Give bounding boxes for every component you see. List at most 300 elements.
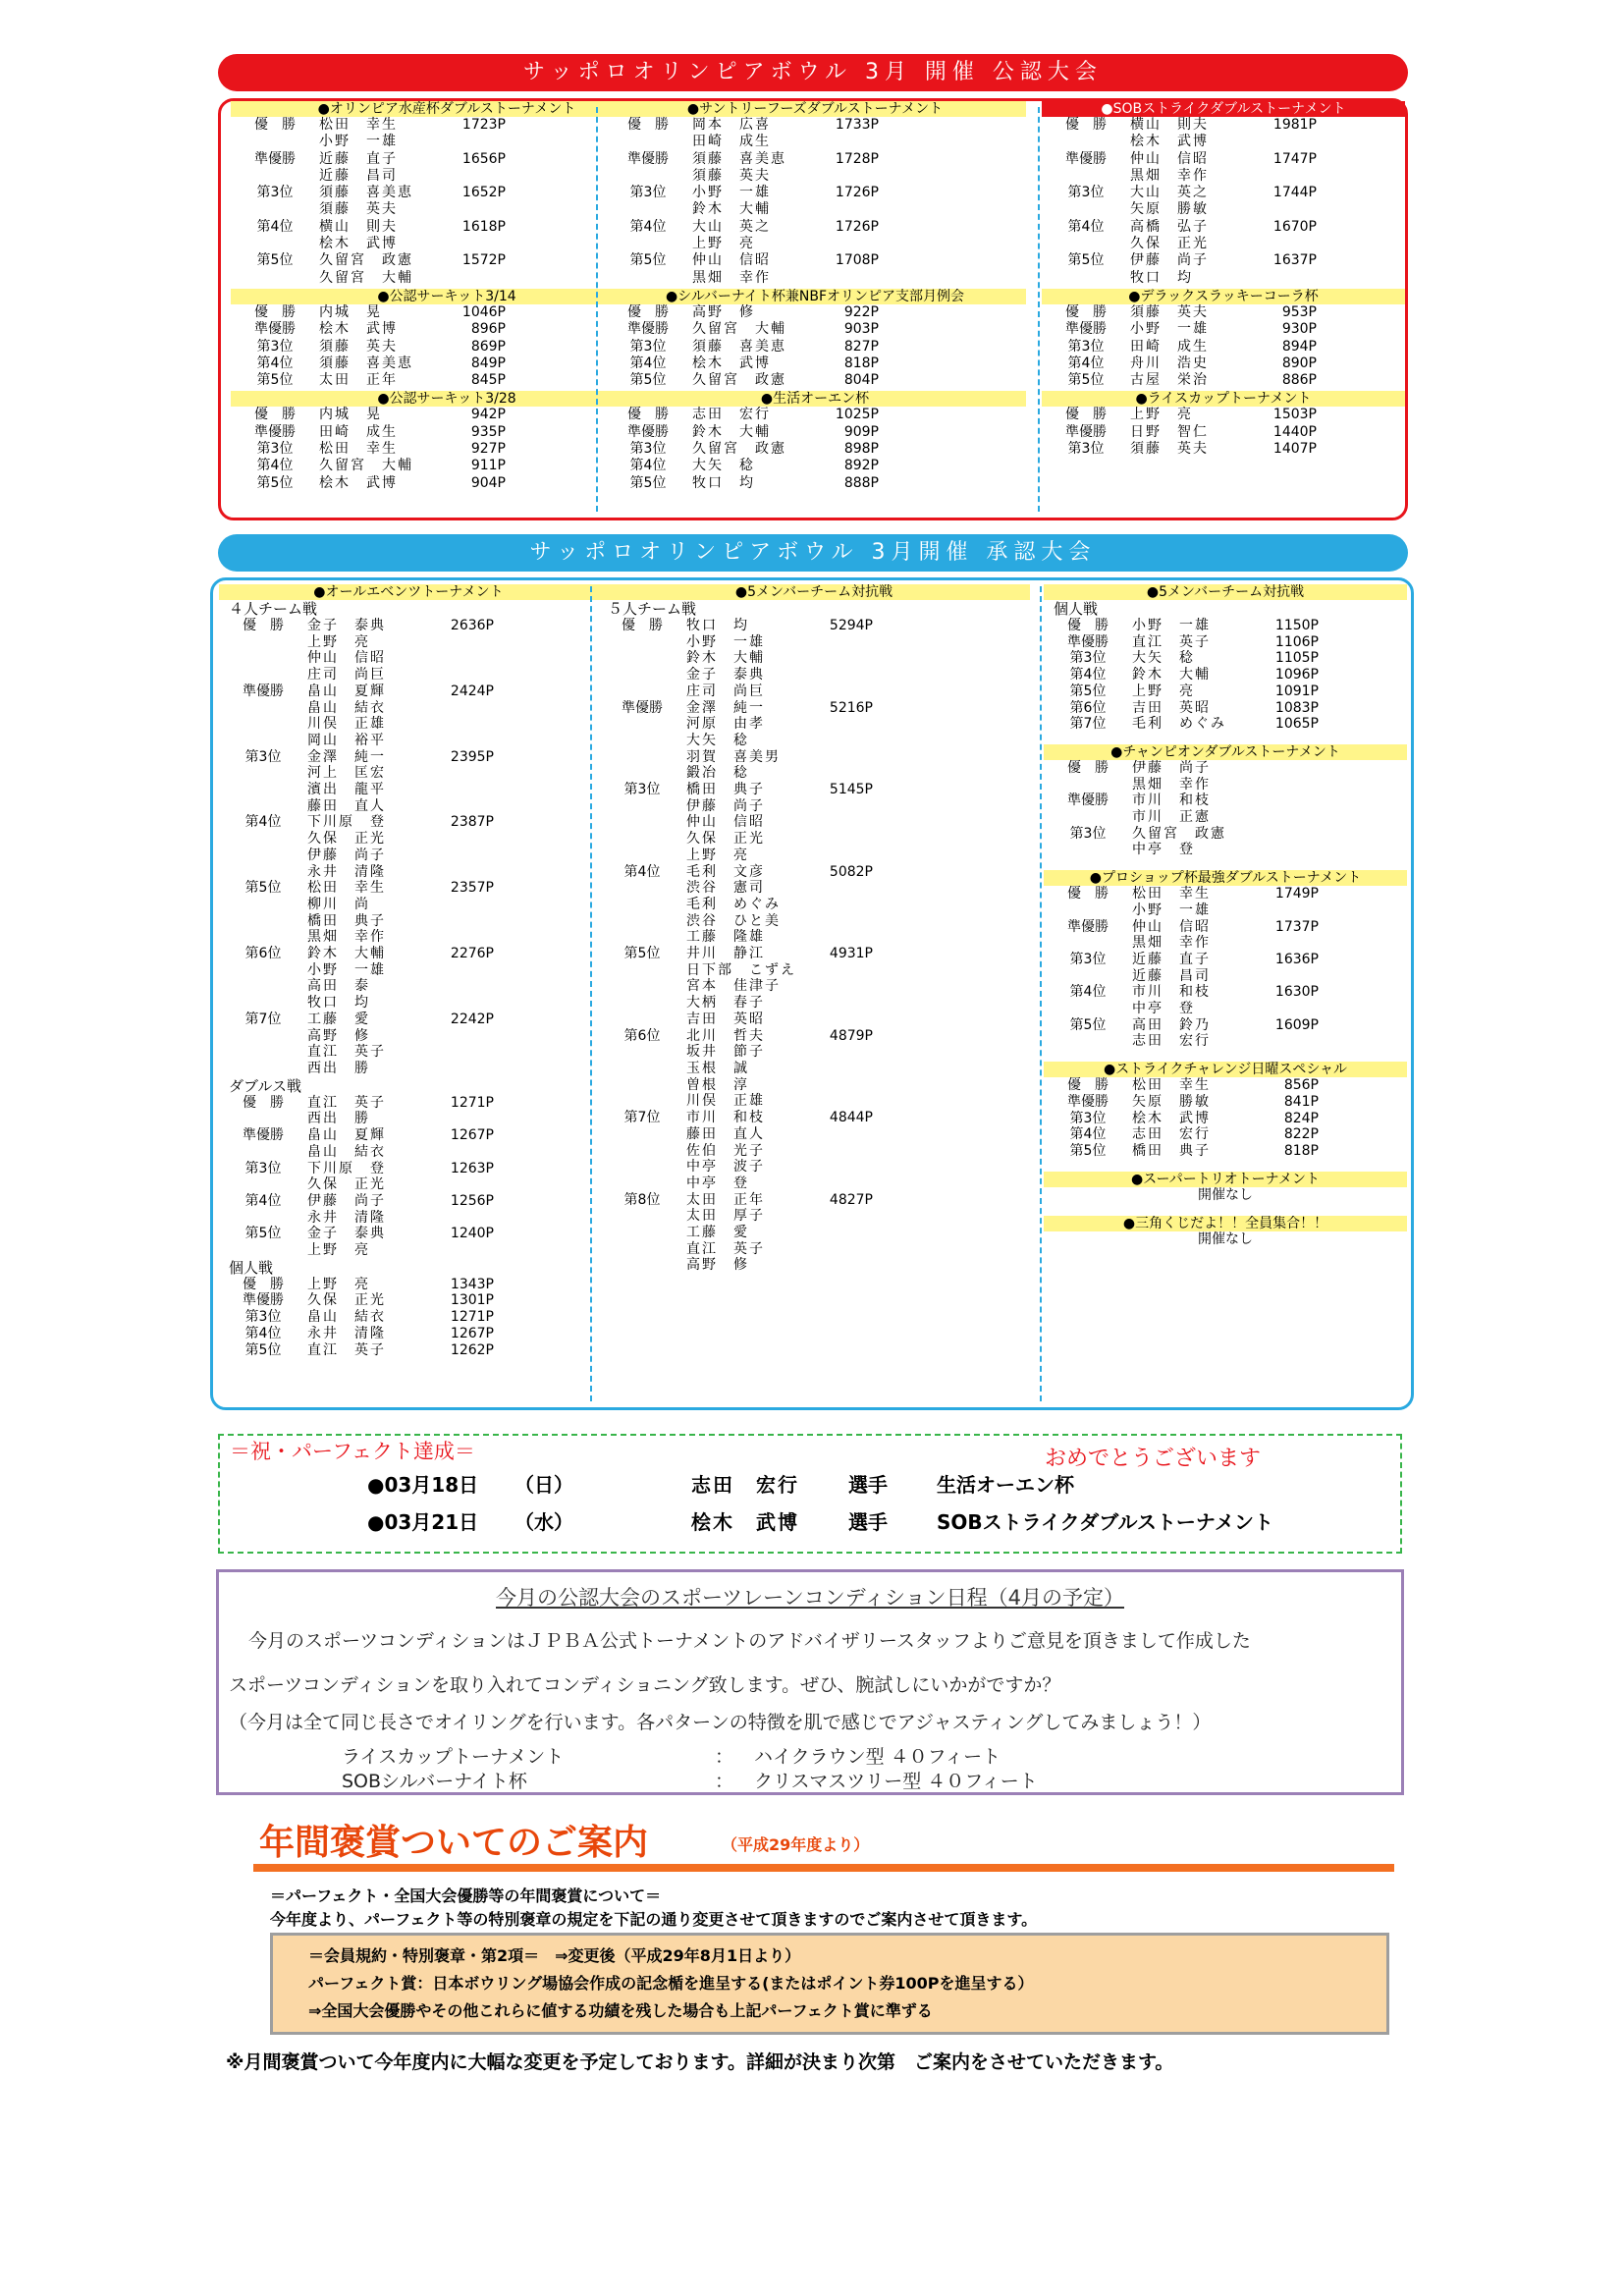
- rank-label: 第3位: [1069, 650, 1107, 667]
- score-value: 1096P: [1274, 667, 1319, 683]
- bowler-name: 庄司 尚巨: [686, 683, 765, 699]
- result-row: [1044, 919, 1407, 936]
- bowler-name: 久留宮 政憲: [1132, 825, 1226, 842]
- bowler-name: 黒畑 幸作: [307, 929, 386, 946]
- perfect-entry: [367, 1469, 1074, 1498]
- result-row: [1044, 1143, 1407, 1160]
- result-row: [1044, 1094, 1407, 1111]
- result-row: [219, 1111, 598, 1127]
- bowler-name: 濱出 龍平: [307, 782, 386, 798]
- result-row: [1042, 270, 1405, 287]
- bowler-name: 大山 英之: [692, 218, 771, 235]
- score-value: [794, 831, 873, 847]
- result-row: [231, 201, 663, 218]
- rank-label: 優 勝: [627, 117, 669, 133]
- bowler-name: 須藤 英夫: [319, 201, 398, 218]
- result-rows: [231, 407, 663, 491]
- bowler-name: 河原 由孝: [686, 716, 765, 733]
- result-row: [604, 252, 1026, 269]
- result-row: [604, 304, 1026, 321]
- rank-label: [598, 1093, 686, 1110]
- bowler-name: 日下部 こずえ: [686, 961, 796, 978]
- monthly-award-note: ※月間褒賞ついて今年度内に大幅な変更を予定しております。詳細が決まり次第 ご案内をさせていただきます。: [226, 2051, 1174, 2073]
- division-label: 個人戦: [229, 1258, 274, 1277]
- score-value: [415, 733, 494, 749]
- bowler-name: 毛利 めぐみ: [686, 896, 781, 912]
- result-row: [219, 1342, 598, 1359]
- result-row: [598, 1011, 1030, 1028]
- bowler-name: 玉根 誠: [686, 1060, 749, 1076]
- rank-label: 第4位: [629, 355, 667, 371]
- rank-label: 第4位: [1069, 667, 1107, 683]
- score-value: 1503P: [1272, 407, 1317, 423]
- result-row: [598, 946, 1030, 962]
- result-row: [1044, 968, 1407, 985]
- score-value: 1256P: [450, 1192, 494, 1209]
- result-row: [231, 168, 663, 185]
- bowler-name: 高田 泰: [307, 978, 370, 995]
- score-value: [800, 168, 879, 185]
- score-value: [800, 201, 879, 218]
- rank-label: 第5位: [256, 474, 294, 491]
- tournament-title: ●デラックスラッキーコーラ杯: [1042, 289, 1405, 304]
- score-value: [794, 798, 873, 815]
- bowler-name: 上野 亮: [307, 633, 370, 650]
- score-value: 1240P: [450, 1226, 494, 1242]
- result-row: [219, 814, 598, 831]
- result-rows: [1044, 760, 1407, 858]
- result-row: [231, 270, 663, 287]
- score-value: 1981P: [1272, 117, 1317, 133]
- result-row: [598, 1126, 1030, 1143]
- score-value: [427, 201, 506, 218]
- division-label: ５人チーム戦: [608, 600, 697, 618]
- rank-label: [231, 236, 319, 252]
- perfect-day: （日）: [514, 1473, 573, 1497]
- rank-label: 第3位: [244, 1160, 282, 1176]
- bowler-name: 畠山 結衣: [307, 1143, 386, 1160]
- bowler-name: 黒畑 幸作: [692, 269, 771, 286]
- rank-label: [598, 798, 686, 815]
- score-value: 1630P: [1274, 984, 1319, 1001]
- score-value: 1267P: [450, 1127, 494, 1144]
- result-row: [598, 798, 1030, 815]
- bowler-name: 畠山 夏輝: [307, 1127, 386, 1144]
- rank-label: [598, 1044, 686, 1061]
- score-value: [1240, 1033, 1319, 1050]
- result-row: [604, 441, 1026, 458]
- score-value: 1105P: [1274, 650, 1319, 667]
- result-row: [219, 929, 598, 946]
- result-row: [604, 168, 1026, 185]
- bowler-name: 大矢 稔: [692, 458, 755, 474]
- result-row: [219, 1061, 598, 1077]
- approved-column-3: [1044, 584, 1407, 1407]
- result-row: [231, 185, 663, 201]
- score-value: [1238, 134, 1317, 150]
- score-value: 894P: [1281, 338, 1317, 355]
- tournament-title: ●公認サーキット3/14: [231, 289, 663, 304]
- bowler-name: 永井 清隆: [307, 1209, 386, 1226]
- rank-label: 第4位: [1067, 218, 1105, 235]
- result-row: [219, 831, 598, 847]
- rank-label: 準優勝: [254, 150, 296, 167]
- result-row: [598, 765, 1030, 782]
- rank-label: 第6位: [623, 1027, 661, 1044]
- bowler-name: 高橋 弘子: [1130, 218, 1209, 235]
- rank-label: [231, 270, 319, 287]
- bowler-name: 牧口 均: [1130, 269, 1193, 286]
- result-row: [219, 946, 598, 962]
- score-value: 1083P: [1274, 699, 1319, 716]
- bowler-name: 渋谷 憲司: [686, 880, 765, 897]
- rank-label: 第5位: [244, 1226, 282, 1242]
- score-value: [794, 650, 873, 667]
- rank-label: 第3位: [256, 185, 294, 201]
- bowler-name: 黒畑 幸作: [1132, 935, 1211, 952]
- rank-label: [1042, 201, 1130, 218]
- tournament-section: [1042, 391, 1405, 458]
- rank-label: 準優勝: [627, 423, 669, 440]
- result-row: [598, 864, 1030, 881]
- score-value: 856P: [1283, 1077, 1319, 1094]
- bowler-name: 須藤 喜美恵: [692, 338, 786, 355]
- result-row: [231, 441, 663, 458]
- approved-results-box: [210, 577, 1414, 1410]
- result-rows: [231, 304, 663, 389]
- bowler-name: 太田 正年: [686, 1191, 765, 1208]
- result-row: [1042, 441, 1405, 458]
- condition-colon: ：: [715, 1771, 734, 1792]
- result-row: [604, 355, 1026, 372]
- rank-label: 第4位: [244, 814, 282, 831]
- result-row: [219, 1210, 598, 1227]
- rank-label: [598, 995, 686, 1011]
- bowler-name: 鍛冶 稔: [686, 765, 749, 782]
- result-row: [219, 1242, 598, 1259]
- result-row: [604, 151, 1026, 168]
- result-rows: [604, 407, 1026, 491]
- rank-label: [219, 1111, 307, 1127]
- result-row: [598, 1044, 1030, 1061]
- perfect-suffix: 選手: [848, 1473, 888, 1497]
- rank-label: [219, 1242, 307, 1259]
- rank-label: 第3位: [629, 338, 667, 355]
- rank-label: 準優勝: [627, 321, 669, 338]
- score-value: 2424P: [450, 683, 494, 699]
- bowler-name: 久保 正光: [1130, 236, 1209, 252]
- rank-label: 準優勝: [243, 1127, 284, 1144]
- result-row: [219, 880, 598, 897]
- score-value: 888P: [843, 474, 879, 491]
- score-value: 5216P: [829, 699, 873, 716]
- rank-label: [219, 700, 307, 717]
- bowler-name: 市川 和枝: [686, 1110, 765, 1126]
- score-value: [415, 1028, 494, 1045]
- bowler-name: 直江 英子: [307, 1341, 386, 1358]
- official-column-3: [1042, 101, 1405, 518]
- result-row: [598, 667, 1030, 683]
- score-value: 1065P: [1274, 716, 1319, 733]
- bowler-name: 直江 英子: [307, 1044, 386, 1061]
- rank-label: [219, 913, 307, 930]
- score-value: [794, 1257, 873, 1274]
- result-rows: [598, 618, 1030, 1274]
- score-value: [415, 700, 494, 717]
- result-row: [598, 1028, 1030, 1045]
- result-row: [604, 117, 1026, 134]
- tournament-title: ●生活オーエン杯: [604, 391, 1026, 407]
- bowler-name: 羽賀 喜美男: [686, 748, 781, 765]
- rank-label: [598, 1011, 686, 1028]
- rank-label: [219, 667, 307, 683]
- result-row: [219, 1161, 598, 1177]
- result-row: [598, 1143, 1030, 1160]
- bowler-name: 伊藤 尚子: [307, 1192, 386, 1209]
- score-value: 5294P: [829, 618, 873, 633]
- rank-label: [598, 749, 686, 766]
- tournament-section: [1044, 1062, 1407, 1160]
- rank-label: [219, 978, 307, 995]
- bowler-name: 牧口 均: [307, 995, 370, 1011]
- bowler-name: 小野 一雄: [319, 134, 398, 150]
- bowler-name: 金子 泰典: [307, 1226, 386, 1242]
- result-rows: [219, 1277, 598, 1359]
- rank-label: 優 勝: [622, 618, 663, 633]
- result-row: [1044, 700, 1407, 717]
- rank-label: 優 勝: [1065, 303, 1107, 320]
- perfect-date: ●03月18日: [367, 1473, 479, 1497]
- rank-label: [1042, 270, 1130, 287]
- result-row: [1042, 201, 1405, 218]
- bowler-name: 金子 泰典: [307, 618, 386, 633]
- tournament-title: ●シルバーナイト杯兼NBFオリンピア支部月例会: [604, 289, 1026, 304]
- bowler-name: 近藤 直子: [1132, 951, 1211, 967]
- condition-line: 今月のスポーツコンディションはＪＰＢＡ公式トーナメントのアドバイザリースタッフよりご意見を頂きまして作成した: [248, 1630, 1251, 1652]
- tournament-title: ●ライスカップトーナメント: [1042, 391, 1405, 407]
- bowler-name: 黒畑 幸作: [1132, 776, 1211, 793]
- result-row: [598, 1110, 1030, 1126]
- score-value: 911P: [470, 458, 506, 474]
- bowler-name: 畠山 結衣: [307, 699, 386, 716]
- score-value: [415, 1111, 494, 1127]
- score-value: [1240, 777, 1319, 793]
- tournament-title: ●オリンピア水産杯ダブルストーナメント: [231, 101, 663, 117]
- result-row: [598, 1159, 1030, 1175]
- result-row: [1042, 134, 1405, 150]
- result-row: [604, 372, 1026, 389]
- rank-label: 優 勝: [1065, 117, 1107, 133]
- rank-label: 準優勝: [254, 321, 296, 338]
- bowler-name: 仲山 信昭: [692, 252, 771, 269]
- result-row: [219, 765, 598, 782]
- bowler-name: 桧木 武博: [1132, 1110, 1211, 1126]
- rank-label: [598, 1143, 686, 1160]
- rank-label: [219, 1144, 307, 1161]
- result-row: [1044, 809, 1407, 826]
- score-value: [415, 1061, 494, 1077]
- score-value: [415, 897, 494, 913]
- result-row: [1044, 886, 1407, 902]
- rank-label: 第5位: [1067, 252, 1105, 269]
- score-value: [794, 749, 873, 766]
- rank-label: 優 勝: [1067, 886, 1109, 902]
- score-value: [794, 897, 873, 913]
- bowler-name: 直江 英子: [686, 1240, 765, 1257]
- score-value: 942P: [470, 407, 506, 423]
- rank-label: 優 勝: [1067, 618, 1109, 633]
- bowler-name: 永井 清隆: [307, 863, 386, 880]
- score-value: [1240, 902, 1319, 919]
- result-row: [598, 634, 1030, 651]
- score-value: 4844P: [829, 1110, 873, 1126]
- score-value: [415, 831, 494, 847]
- tournament-section: [1042, 289, 1405, 389]
- rank-label: 第5位: [1069, 1016, 1107, 1033]
- score-value: 922P: [843, 303, 879, 320]
- result-row: [1044, 618, 1407, 634]
- rank-label: 優 勝: [254, 303, 296, 320]
- bowler-name: 須藤 喜美恵: [319, 185, 413, 201]
- score-value: 890P: [1281, 355, 1317, 371]
- score-value: [794, 765, 873, 782]
- result-row: [598, 733, 1030, 749]
- rule-line: パーフェクト賞：日本ボウリング場協会作成の記念楯を進呈する(またはポイント券100Pを進呈する）: [308, 1974, 1034, 1993]
- bowler-name: 志田 宏行: [1132, 1126, 1211, 1143]
- rank-label: 第4位: [623, 863, 661, 880]
- score-value: 935P: [470, 423, 506, 440]
- division-label: ４人チーム戦: [229, 600, 318, 618]
- bowler-name: 久保 正光: [307, 831, 386, 847]
- bowler-name: 小野 一雄: [1132, 618, 1211, 633]
- rank-label: 優 勝: [1067, 1077, 1109, 1094]
- rank-label: 優 勝: [1065, 407, 1107, 423]
- result-row: [219, 1095, 598, 1112]
- score-value: [794, 962, 873, 979]
- rank-label: 準優勝: [254, 423, 296, 440]
- score-value: 1723P: [461, 117, 506, 133]
- rank-label: [219, 1028, 307, 1045]
- score-value: 1733P: [835, 117, 879, 133]
- bowler-name: 久保 正光: [307, 1176, 386, 1193]
- result-row: [1044, 650, 1407, 667]
- rank-label: [219, 1044, 307, 1061]
- result-row: [219, 847, 598, 864]
- score-value: [415, 1044, 494, 1061]
- score-value: [794, 1044, 873, 1061]
- bowler-name: 金澤 純一: [686, 699, 765, 716]
- result-row: [604, 407, 1026, 423]
- result-row: [1044, 760, 1407, 777]
- rank-label: [219, 650, 307, 667]
- rank-label: [1044, 902, 1132, 919]
- score-value: [794, 1225, 873, 1241]
- result-row: [219, 683, 598, 700]
- result-row: [219, 1226, 598, 1242]
- rank-label: 準優勝: [243, 683, 284, 699]
- condition-event: SOBシルバーナイト杯: [342, 1771, 527, 1792]
- bowler-name: 伊藤 尚子: [1132, 759, 1211, 776]
- score-value: [794, 995, 873, 1011]
- official-results-box: [218, 98, 1408, 520]
- result-row: [598, 847, 1030, 864]
- bowler-name: 畠山 夏輝: [307, 683, 386, 699]
- score-value: [794, 634, 873, 651]
- bowler-name: 下川原 登: [307, 814, 386, 831]
- result-row: [231, 355, 663, 372]
- tournament-title: ●公認サーキット3/28: [231, 391, 663, 407]
- result-row: [1044, 826, 1407, 843]
- bowler-name: 高田 鈴乃: [1132, 1016, 1211, 1033]
- rank-label: 準優勝: [627, 150, 669, 167]
- result-row: [598, 831, 1030, 847]
- result-row: [598, 1093, 1030, 1110]
- bowler-name: 大矢 稔: [686, 732, 749, 748]
- score-value: 930P: [1281, 321, 1317, 338]
- bowler-name: 橋田 典子: [686, 782, 765, 798]
- bowler-name: 毛利 文彦: [686, 863, 765, 880]
- score-value: [794, 1241, 873, 1258]
- rank-label: [598, 913, 686, 930]
- annual-award-subtitle: （平成29年度より）: [722, 1835, 870, 1854]
- score-value: [415, 864, 494, 881]
- bowler-name: 柳川 尚: [307, 896, 370, 912]
- bowler-name: 舟川 浩史: [1130, 355, 1209, 371]
- score-value: [800, 236, 879, 252]
- tournament-section: [1044, 1216, 1407, 1248]
- score-value: 4827P: [829, 1191, 873, 1208]
- result-row: [219, 798, 598, 815]
- approved-column-2: [598, 584, 1030, 1407]
- rule-line: ＝会員規約・特別褒章・第2項＝ ⇒変更後（平成29年8月1日より）: [308, 1946, 801, 1965]
- bowler-name: 伊藤 尚子: [1130, 252, 1209, 269]
- rank-label: [598, 634, 686, 651]
- bowler-name: 松田 幸生: [1132, 886, 1211, 902]
- rank-label: 優 勝: [627, 407, 669, 423]
- score-value: [415, 798, 494, 815]
- bowler-name: 直江 英子: [1132, 633, 1211, 650]
- result-row: [219, 733, 598, 749]
- score-value: 1749P: [1274, 886, 1319, 902]
- result-row: [219, 1326, 598, 1342]
- result-row: [219, 1277, 598, 1293]
- bowler-name: 坂井 節子: [686, 1044, 765, 1061]
- rank-label: 第5位: [256, 252, 294, 269]
- bowler-name: 志田 宏行: [692, 407, 771, 423]
- bowler-name: 宮本 佳津子: [686, 978, 781, 995]
- rank-label: 優 勝: [254, 407, 296, 423]
- result-row: [598, 749, 1030, 766]
- result-row: [1044, 667, 1407, 683]
- result-row: [598, 897, 1030, 913]
- bowler-name: 岡本 広喜: [692, 117, 771, 133]
- result-row: [231, 134, 663, 150]
- score-value: 1106P: [1274, 633, 1319, 650]
- score-value: 909P: [843, 423, 879, 440]
- score-value: [427, 134, 506, 150]
- result-row: [231, 424, 663, 441]
- rank-label: 第4位: [629, 458, 667, 474]
- score-value: [415, 1242, 494, 1259]
- tournament-section: [231, 391, 663, 491]
- score-value: 845P: [470, 372, 506, 389]
- bowler-name: 藤田 直人: [686, 1125, 765, 1142]
- score-value: [415, 782, 494, 798]
- rank-label: [598, 1061, 686, 1077]
- bowler-name: 市川 正憲: [1132, 809, 1211, 826]
- score-value: 1440P: [1272, 423, 1317, 440]
- bowler-name: 上野 亮: [1130, 407, 1193, 423]
